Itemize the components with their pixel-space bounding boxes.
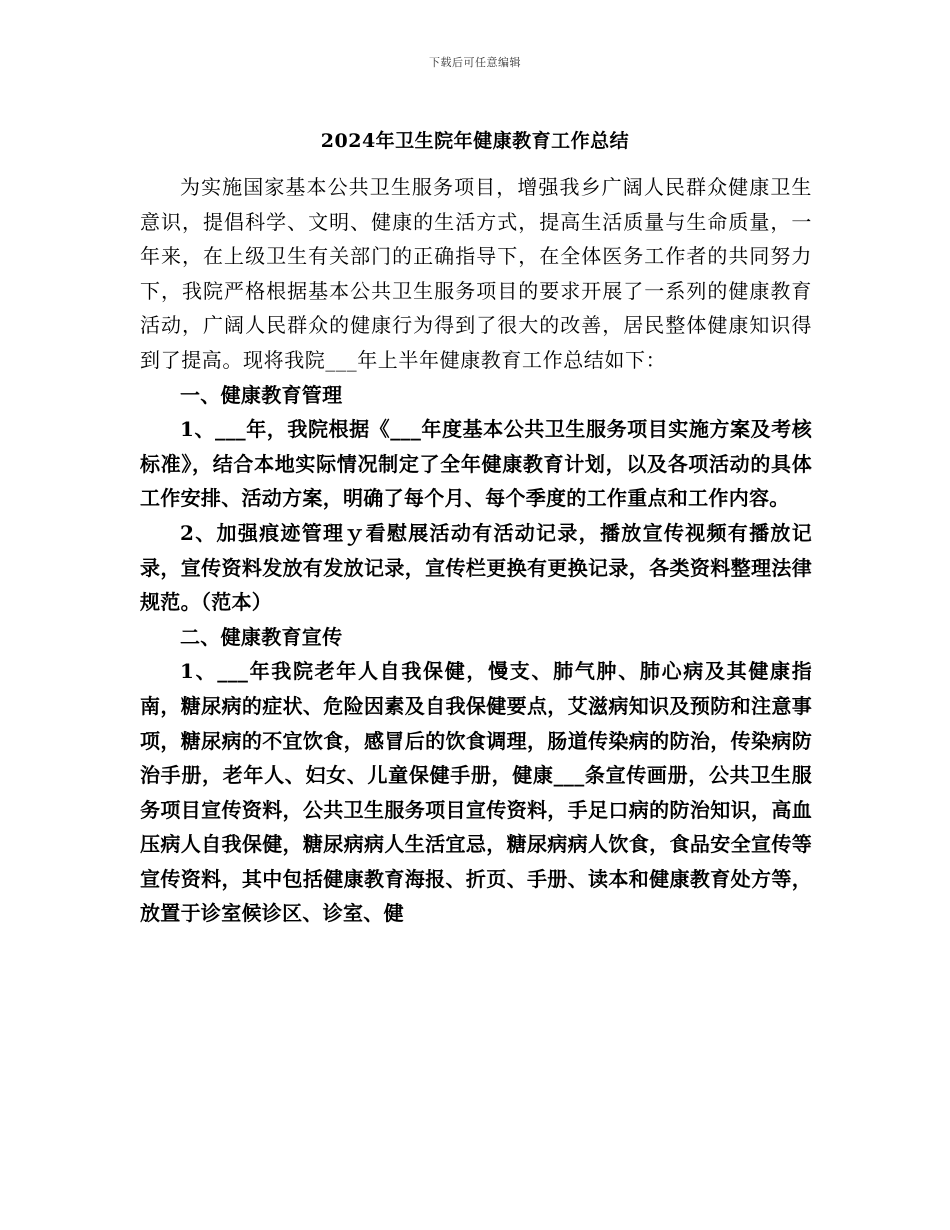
header-note: 下载后可任意编辑 <box>429 56 521 69</box>
document-title: 2024年卫生院年健康教育工作总结 <box>320 130 630 152</box>
document-body <box>140 170 812 931</box>
section-heading-management: 一、健康教育管理 <box>180 382 343 407</box>
management-item-2: 2、加强痕迹管理ｙ看慰展活动有活动记录，播放宣传视频有播放记录，宣传资料发放有发放记录，宣传栏更换有更换记录，各类资料整理法律规范。（范本） <box>140 520 812 615</box>
section-heading-publicity: 二、健康教育宣传 <box>180 624 343 649</box>
management-item-1: 1、___年，我院根据《___年度基本公共卫生服务项目实施方案及考核标准》，结合本地实际情况制定了全年健康教育计划，以及各项活动的具体工作安排、活动方案，明确了每个月、每个季度的工作重点和工作内容。 <box>140 417 812 511</box>
publicity-item-1: 1、___年我院老年人自我保健，慢支、肺气肿、肺心病及其健康指南，糖尿病的症状、危险因素及自我保健要点，艾滋病知识及预防和注意事项，糖尿病的不宜饮食，感冒后的饮食调理，肠道传染病的防治，传染病防治手册，老年人、妇女、儿童保健手册，健康___条宣传画册，公共卫生服务项目宣传资料，公共卫生服务项目宣传资料，手足口病的防治知识，高血压病人自我保健，糖尿病病人生活宜忌，糖尿病病人饮食，食品安全宣传等宣传资料，其中包括健康教育海报、折页、手册、读本和健康教育处方等，放置于诊室候诊区、诊室、健 <box>140 659 812 926</box>
intro-paragraph: 为实施国家基本公共卫生服务项目，增强我乡广阔人民群众健康卫生意识，提倡科学、文明、健康的生活方式，提高生活质量与生命质量，一年来，在上级卫生有关部门的正确指导下，在全体医务工作者的共同努力下，我院严格根据基本公共卫生服务项目的要求开展了一系列的健康教育活动，广阔人民群众的健康行为得到了很大的改善，居民整体健康知识得到了提高。现将我院___年上半年健康教育工作总结如下： <box>140 175 812 372</box>
